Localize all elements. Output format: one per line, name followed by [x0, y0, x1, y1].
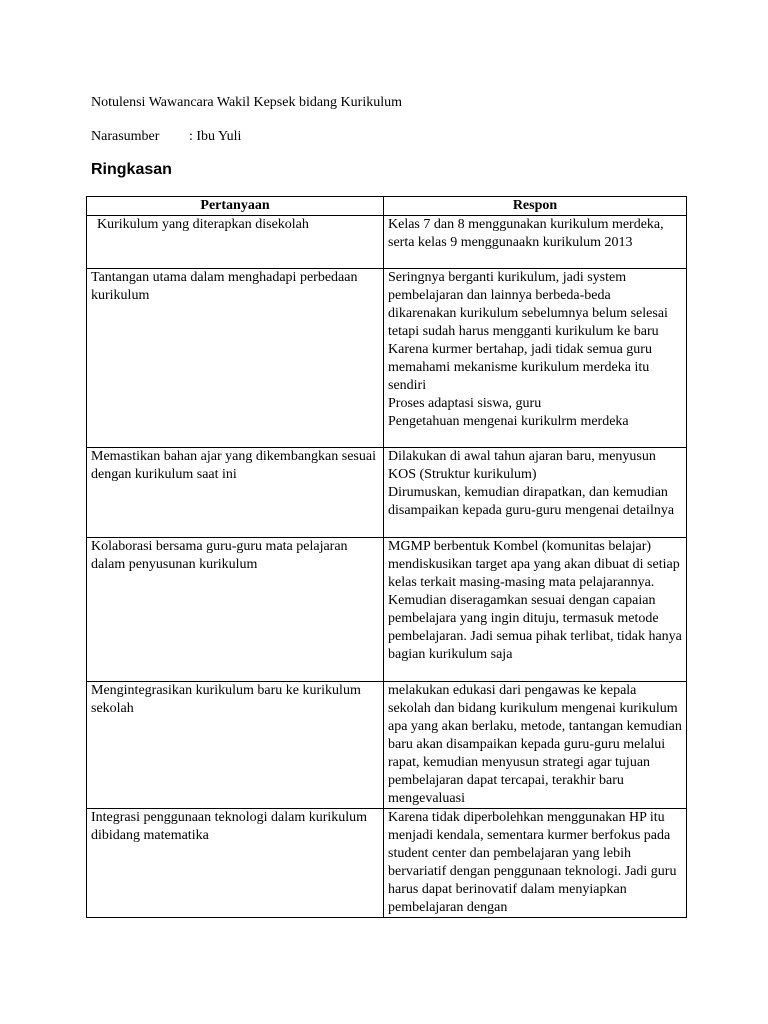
- question-cell: Memastikan bahan ajar yang dikembangkan sesuai dengan kurikulum saat ini: [87, 448, 384, 538]
- header-respon: Respon: [384, 197, 687, 216]
- response-text: Seringnya berganti kurikulum, jadi system pembelajaran dan lainnya berbeda-beda dikarenakan kurikulum sebelumnya belum selesai tetapi sudah harus mengganti kurikulum ke baru: [388, 270, 668, 339]
- question-cell: Tantangan utama dalam menghadapi perbedaan kurikulum: [87, 269, 384, 448]
- response-text: Dilakukan di awal tahun ajaran baru, menyusun KOS (Struktur kurikulum): [388, 449, 656, 482]
- response-cell: [384, 448, 687, 538]
- question-cell: Kurikulum yang diterapkan disekolah: [87, 216, 384, 269]
- response-text: Karena tidak diperbolehkan menggunakan HP itu menjadi kendala, sementara kurmer berfokus pada student center dan pembelajaran yang lebih bervariatif dengan penggunaan teknologi. Jadi guru harus dapat berinovatif dalam menyiapkan pembelajaran dengan: [388, 810, 677, 915]
- table-row: [87, 538, 687, 682]
- response-cell: [384, 538, 687, 682]
- header-pertanyaan: Pertanyaan: [87, 197, 384, 216]
- response-cell: [384, 216, 687, 269]
- table-row: [87, 809, 687, 918]
- response-text: melakukan edukasi dari pengawas ke kepala sekolah dan bidang kurikulum mengenai kurikulum apa yang akan berlaku, metode, tantangan kemudian baru akan disampaikan kepada guru-guru melalui rapat, kemudian menyusun strategi agar tujuan pembelajaran dapat tercapai, terakhir baru mengevaluasi: [388, 683, 682, 806]
- question-cell: Kolaborasi bersama guru-guru mata pelajaran dalam penyusunan kurikulum: [87, 538, 384, 682]
- document-title: Notulensi Wawancara Wakil Kepsek bidang Kurikulum: [91, 95, 402, 110]
- response-text: MGMP berbentuk Kombel (komunitas belajar) mendiskusikan target apa yang akan dibuat di setiap kelas terkait masing-masing mata pelajarannya. Kemudian diseragamkan sesuai dengan capaian pembelajara yang ingin dituju, termasuk metode pembelajaran. Jadi semua pihak terlibat, tidak hanya bagian kurikulum saja: [388, 539, 682, 662]
- table-row: [87, 216, 687, 269]
- response-text: Pengetahuan mengenai kurikulrm merdeka: [388, 414, 629, 429]
- response-text: Kelas 7 dan 8 menggunakan kurikulum merdeka, serta kelas 9 menggunaakn kurikulum 2013: [388, 217, 664, 250]
- response-cell: [384, 809, 687, 918]
- table-header-row: [87, 197, 687, 216]
- table-row: [87, 682, 687, 809]
- question-cell: Mengintegrasikan kurikulum baru ke kurikulum sekolah: [87, 682, 384, 809]
- table-row: [87, 448, 687, 538]
- narasumber-label: Narasumber: [91, 129, 160, 144]
- response-cell: [384, 682, 687, 809]
- table-row: [87, 269, 687, 448]
- narasumber-value: : Ibu Yuli: [189, 129, 242, 144]
- response-text: Dirumuskan, kemudian dirapatkan, dan kemudian disampaikan kepada guru-guru mengenai detailnya: [388, 485, 675, 518]
- narasumber-line: [91, 128, 241, 145]
- section-heading: Ringkasan: [91, 161, 172, 178]
- question-cell: Integrasi penggunaan teknologi dalam kurikulum dibidang matematika: [87, 809, 384, 918]
- response-cell: [384, 269, 687, 448]
- response-text: Karena kurmer bertahap, jadi tidak semua guru memahami mekanisme kurikulum merdeka itu sendiri: [388, 342, 652, 393]
- summary-table: [86, 196, 687, 918]
- response-text: Proses adaptasi siswa, guru: [388, 396, 542, 411]
